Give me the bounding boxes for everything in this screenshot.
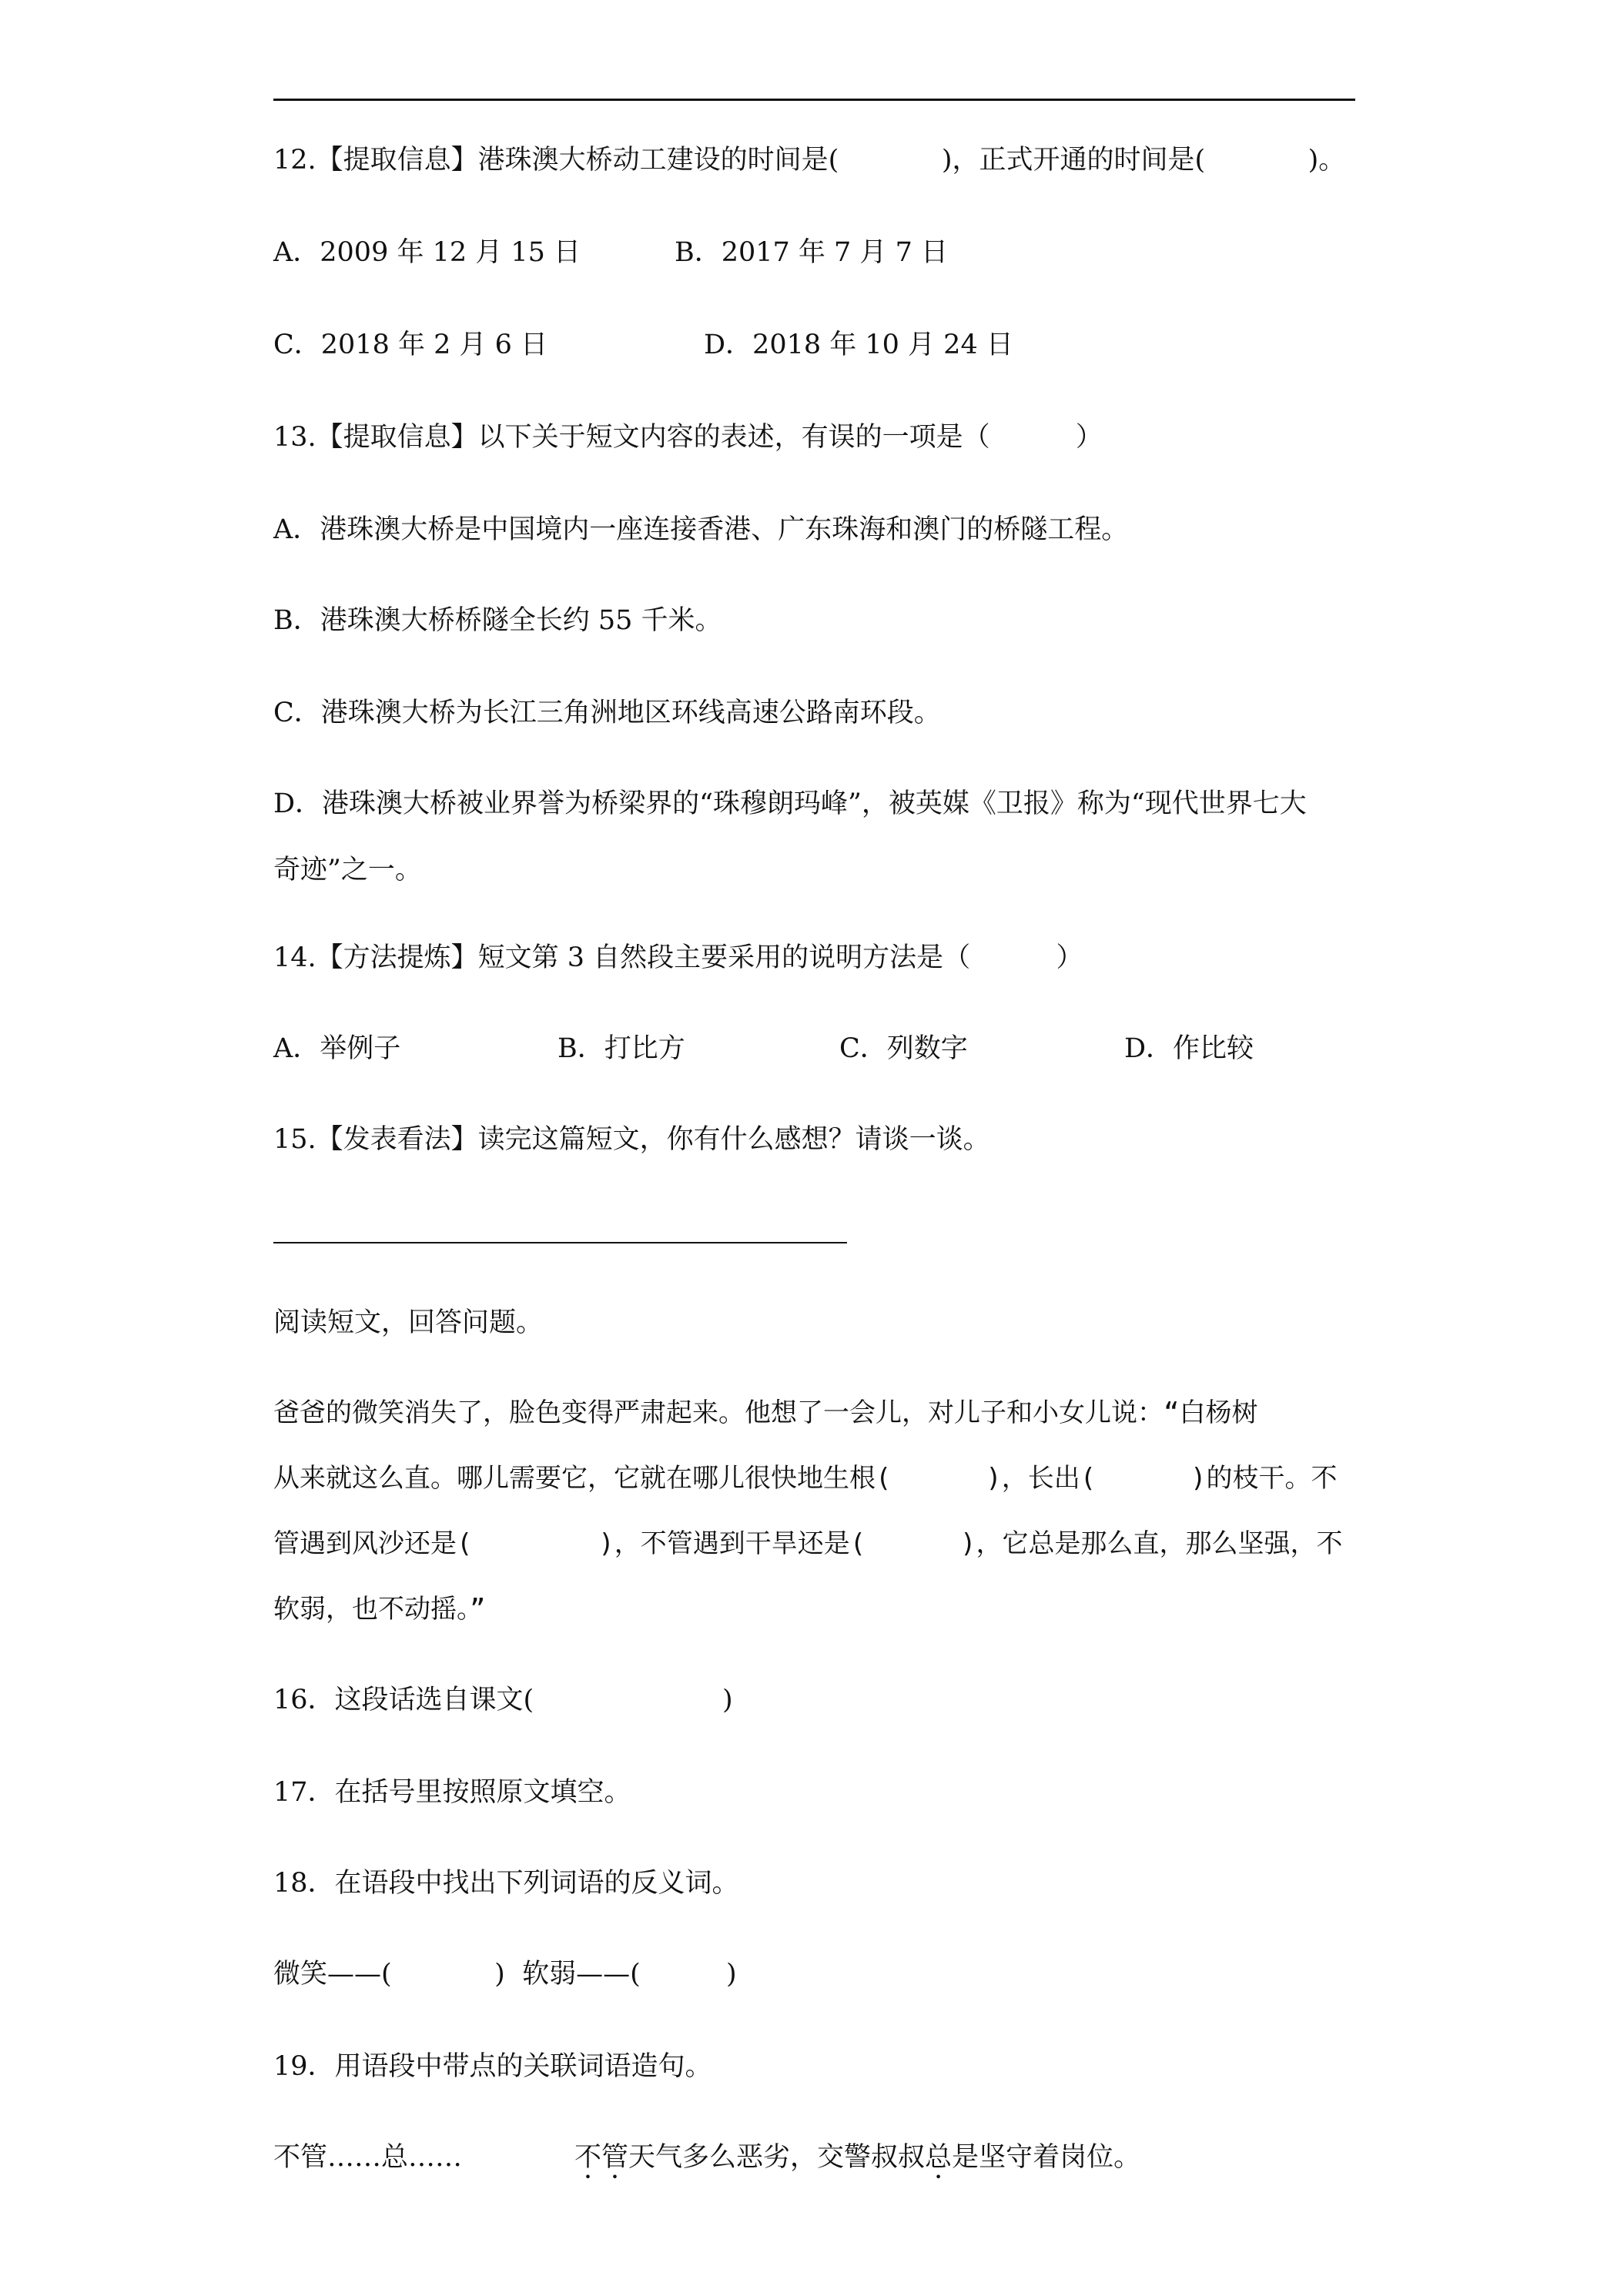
question-12-option-c: C．2018 年 2 月 6 日 [273, 330, 548, 360]
header-rule [273, 99, 1355, 101]
question-12-option-d: D．2018 年 10 月 24 日 [704, 330, 1013, 360]
question-17-stem: 17．在括号里按照原文填空。 [273, 1777, 631, 1808]
reading-intro: 阅读短文，回答问题。 [273, 1307, 544, 1338]
question-18-answer-line: 微笑——( ) 软弱——( ) [273, 1959, 737, 1990]
question-14-option-c: C．列数字 [839, 1033, 968, 1064]
question-14-option-a: A．举例子 [273, 1033, 401, 1064]
answer-blank-line [273, 1242, 847, 1243]
passage-line-4: 软弱，也不动摇。” [273, 1594, 486, 1625]
passage-line-3: 管遇到风沙还是( )，不管遇到干旱还是( )，它总是那么直，那么坚强，不 [273, 1528, 1343, 1559]
question-13-option-a: A．港珠澳大桥是中国境内一座连接香港、广东珠海和澳门的桥隧工程。 [273, 514, 1129, 545]
question-19-example-sentence [574, 2140, 1140, 2174]
passage-line-2: 从来就这么直。哪儿需要它，它就在哪儿很快地生根( )，长出( )的枝干。不 [273, 1463, 1338, 1494]
question-12-option-b: B．2017 年 7 月 7 日 [675, 237, 948, 268]
example-text-end: 是坚守着岗位。 [952, 2142, 1141, 2173]
dotted-char-guan: 管 [601, 2142, 629, 2173]
question-14-option-b: B．打比方 [558, 1033, 685, 1064]
question-14-option-d: D．作比较 [1124, 1033, 1254, 1064]
question-19-stem: 19．用语段中带点的关联词语造句。 [273, 2051, 712, 2082]
question-15-stem: 15.【发表看法】读完这篇短文，你有什么感想？请谈一谈。 [273, 1124, 990, 1155]
question-13-option-c: C．港珠澳大桥为长江三角洲地区环线高速公路南环段。 [273, 698, 941, 728]
question-13-stem: 13.【提取信息】以下关于短文内容的表述，有误的一项是（ ） [273, 422, 1103, 453]
passage-line-1: 爸爸的微笑消失了，脸色变得严肃起来。他想了一会儿，对儿子和小女儿说：“白杨树 [273, 1397, 1258, 1428]
question-13-option-d: D．港珠澳大桥被业界誉为桥梁界的“珠穆朗玛峰”，被英媒《卫报》称为“现代世界七大 [273, 788, 1307, 819]
dotted-char-bu: 不 [574, 2142, 602, 2173]
question-13-option-d-continued: 奇迹”之一。 [273, 855, 422, 885]
example-text-middle: 天气多么恶劣，交警叔叔 [628, 2142, 926, 2173]
question-13-option-b: B．港珠澳大桥桥隧全长约 55 千米。 [273, 605, 722, 636]
dotted-char-zong: 总 [925, 2142, 953, 2173]
question-18-stem: 18．在语段中找出下列词语的反义词。 [273, 1868, 739, 1899]
question-14-stem: 14.【方法提炼】短文第 3 自然段主要采用的说明方法是（ ） [273, 942, 1083, 973]
question-19-pattern: 不管……总…… [273, 2142, 463, 2173]
question-16-stem: 16．这段话选自课文( ) [273, 1685, 733, 1715]
question-12-stem: 12.【提取信息】港珠澳大桥动工建设的时间是( )，正式开通的时间是( )。 [273, 145, 1346, 176]
question-12-option-a: A．2009 年 12 月 15 日 [273, 237, 581, 268]
